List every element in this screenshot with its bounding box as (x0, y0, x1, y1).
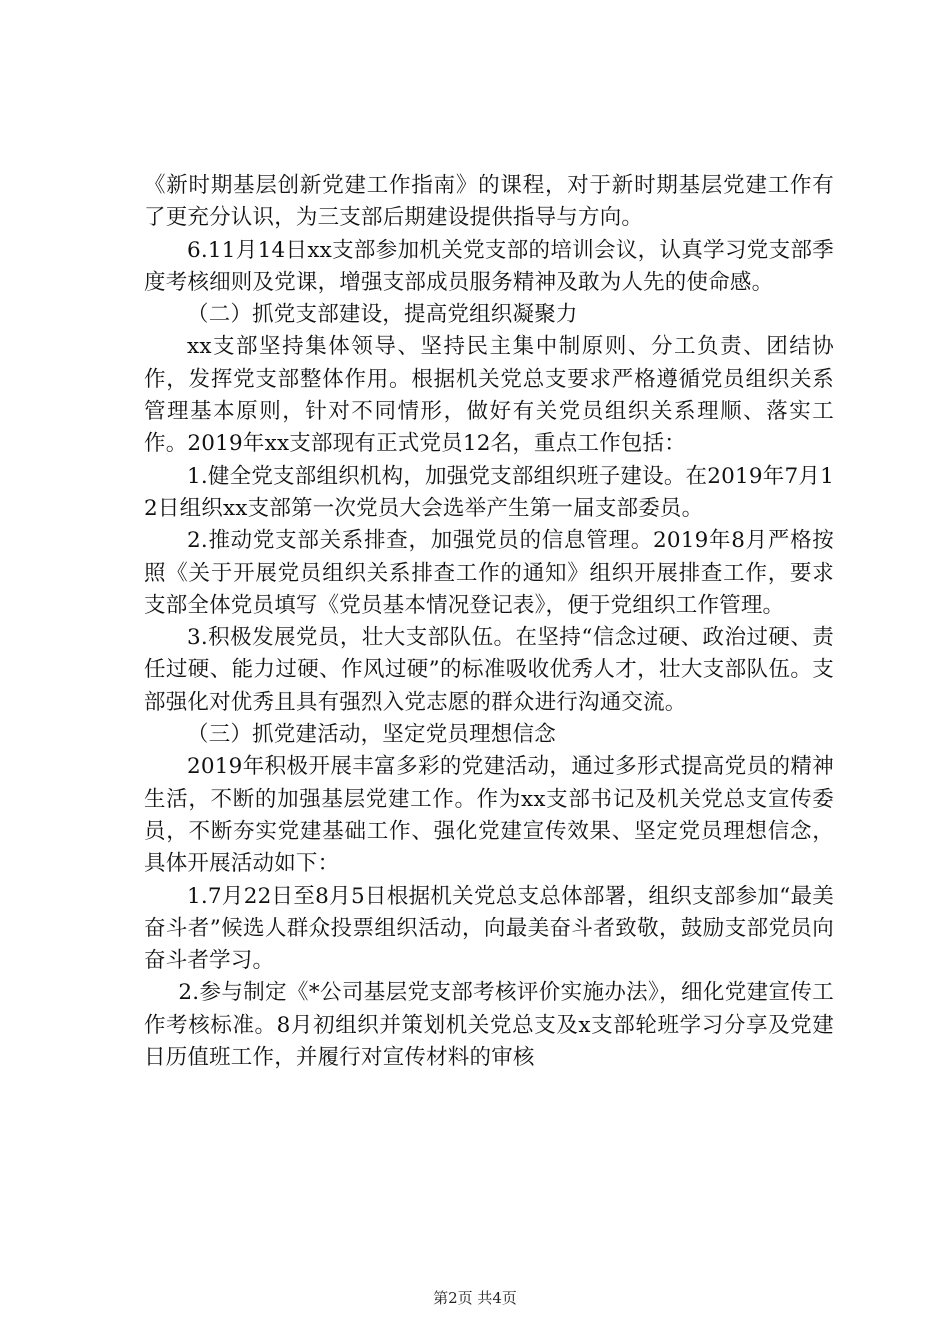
paragraph-activity-1: 1.7月22日至8月5日根据机关党总支总体部署，组织支部参加“最美奋斗者”候选人群众投票组织活动，向最美奋斗者致敬，鼓励支部党员向奋斗者学习。 (144, 883, 834, 974)
page-footer: 第2页 共4页 (433, 1289, 517, 1307)
section-heading-3: （三）抓党建活动，坚定党员理想信念 (187, 722, 556, 748)
paragraph-item-2: 2.推动党支部关系排查，加强党员的信息管理。2019年8月严格按照《关于开展党员组织关系排查工作的通知》组织开展排查工作，要求支部全体党员填写《党员基本情况登记表》，便于党组织工作管理。 (144, 528, 834, 618)
paragraph-activities-intro: 2019年积极开展丰富多彩的党建活动，通过多形式提高党员的精神生活，不断的加强基层党建工作。作为xx支部书记及机关党总支宣传委员，不断夯实党建基础工作、强化党建宣传效果、坚定党员理想信念，具体开展活动如下： (144, 754, 834, 877)
paragraph-continued: 《新时期基层创新党建工作指南》的课程，对于新时期基层党建工作有了更充分认识，为三支部后期建设提供指导与方向。 (144, 173, 834, 231)
paragraph-activity-2: 2.参与制定《*公司基层党支部考核评价实施办法》，细化党建宣传工作考核标准。8月初组织并策划机关党总支及x支部轮班学习分享及党建日历值班工作，并履行对宣传材料的审核 (144, 980, 834, 1071)
paragraph-item-3: 3.积极发展党员，壮大支部队伍。在坚持“信念过硬、政治过硬、责任过硬、能力过硬、作风过硬”的标准吸收优秀人才，壮大支部队伍。支部强化对优秀且具有强烈入党志愿的群众进行沟通交流。 (144, 625, 834, 715)
document-body (144, 170, 834, 1074)
section-heading-2: （二）抓党支部建设，提高党组织凝聚力 (187, 302, 578, 328)
paragraph-item-1: 1.健全党支部组织机构，加强党支部组织班子建设。在2019年7月12日组织xx支部第一次党员大会选举产生第一届支部委员。 (144, 463, 834, 521)
paragraph-item-6: 6.11月14日xx支部参加机关党支部的培训会议，认真学习党支部季度考核细则及党课，增强支部成员服务精神及敢为人先的使命感。 (144, 237, 834, 295)
paragraph-branch-intro: xx支部坚持集体领导、坚持民主集中制原则、分工负责、团结协作，发挥党支部整体作用。根据机关党总支要求严格遵循党员组织关系管理基本原则，针对不同情形，做好有关党员组织关系理顺、落实工作。2019年xx支部现有正式党员12名，重点工作包括： (144, 334, 834, 457)
